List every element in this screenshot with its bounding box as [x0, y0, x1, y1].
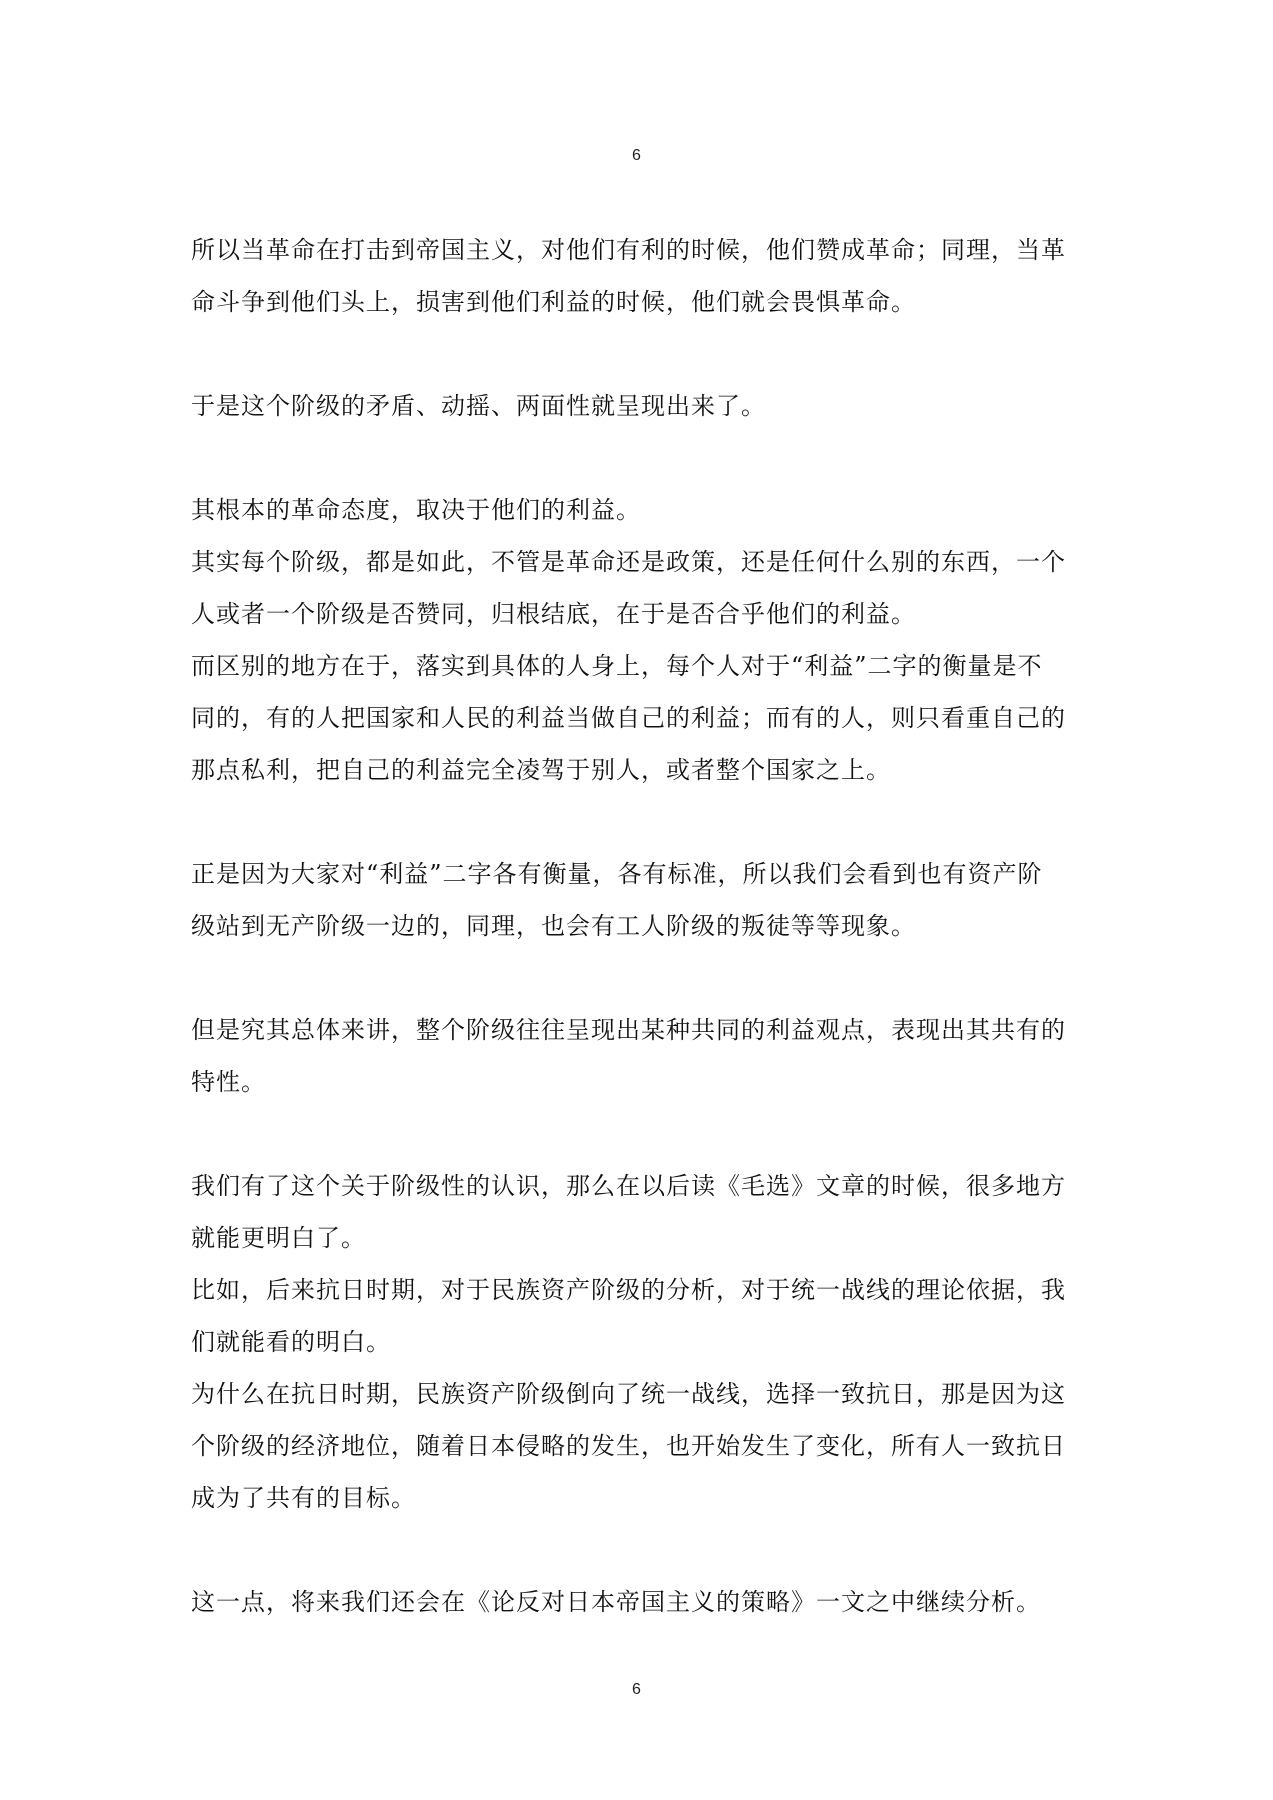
text-line: 们就能看的明白。 [191, 1328, 391, 1356]
text-line: 就能更明白了。 [191, 1224, 366, 1252]
paragraph-gap [191, 952, 1081, 1004]
text-line: 而区别的地方在于，落实到具体的人身上，每个人对于“利益”二字的衡量是不 [191, 652, 1043, 680]
text-line: 那点私利，把自己的利益完全凌驾于别人，或者整个国家之上。 [191, 756, 891, 784]
text-line: 个阶级的经济地位，随着日本侵略的发生，也开始发生了变化，所有人一致抗日 [191, 1432, 1066, 1460]
text-line: 特性。 [191, 1068, 266, 1096]
text-line: 正是因为大家对“利益”二字各有衡量，各有标准，所以我们会看到也有资产阶 [191, 860, 1043, 888]
text-line: 命斗争到他们头上，损害到他们利益的时候，他们就会畏惧革命。 [191, 288, 916, 316]
paragraph-gap [191, 432, 1081, 484]
text-line: 同的，有的人把国家和人民的利益当做自己的利益；而有的人，则只看重自己的 [191, 704, 1066, 732]
text-line: 成为了共有的目标。 [191, 1484, 416, 1512]
body-text [191, 224, 1081, 1628]
text-line: 我们有了这个关于阶级性的认识，那么在以后读《毛选》文章的时候，很多地方 [191, 1172, 1066, 1200]
text-line: 其根本的革命态度，取决于他们的利益。 [191, 496, 641, 524]
text-line: 所以当革命在打击到帝国主义，对他们有利的时候，他们赞成革命；同理，当革 [191, 236, 1066, 264]
text-line: 级站到无产阶级一边的，同理，也会有工人阶级的叛徒等等现象。 [191, 912, 916, 940]
page-number-header: 6 [632, 147, 641, 164]
text-line: 但是究其总体来讲，整个阶级往往呈现出某种共同的利益观点，表现出其共有的 [191, 1016, 1066, 1044]
text-line: 其实每个阶级，都是如此，不管是革命还是政策，还是任何什么别的东西，一个 [191, 548, 1066, 576]
text-line: 这一点，将来我们还会在《论反对日本帝国主义的策略》一文之中继续分析。 [191, 1588, 1041, 1616]
text-line: 人或者一个阶级是否赞同，归根结底，在于是否合乎他们的利益。 [191, 600, 916, 628]
paragraph-gap [191, 1524, 1081, 1576]
text-line: 比如，后来抗日时期，对于民族资产阶级的分析，对于统一战线的理论依据，我 [191, 1276, 1066, 1304]
text-line: 于是这个阶级的矛盾、动摇、两面性就呈现出来了。 [191, 392, 766, 420]
text-line: 为什么在抗日时期，民族资产阶级倒向了统一战线，选择一致抗日，那是因为这 [191, 1380, 1066, 1408]
page-number-footer: 6 [632, 1681, 641, 1698]
paragraph-gap [191, 328, 1081, 380]
paragraph-gap [191, 1108, 1081, 1160]
paragraph-gap [191, 796, 1081, 848]
